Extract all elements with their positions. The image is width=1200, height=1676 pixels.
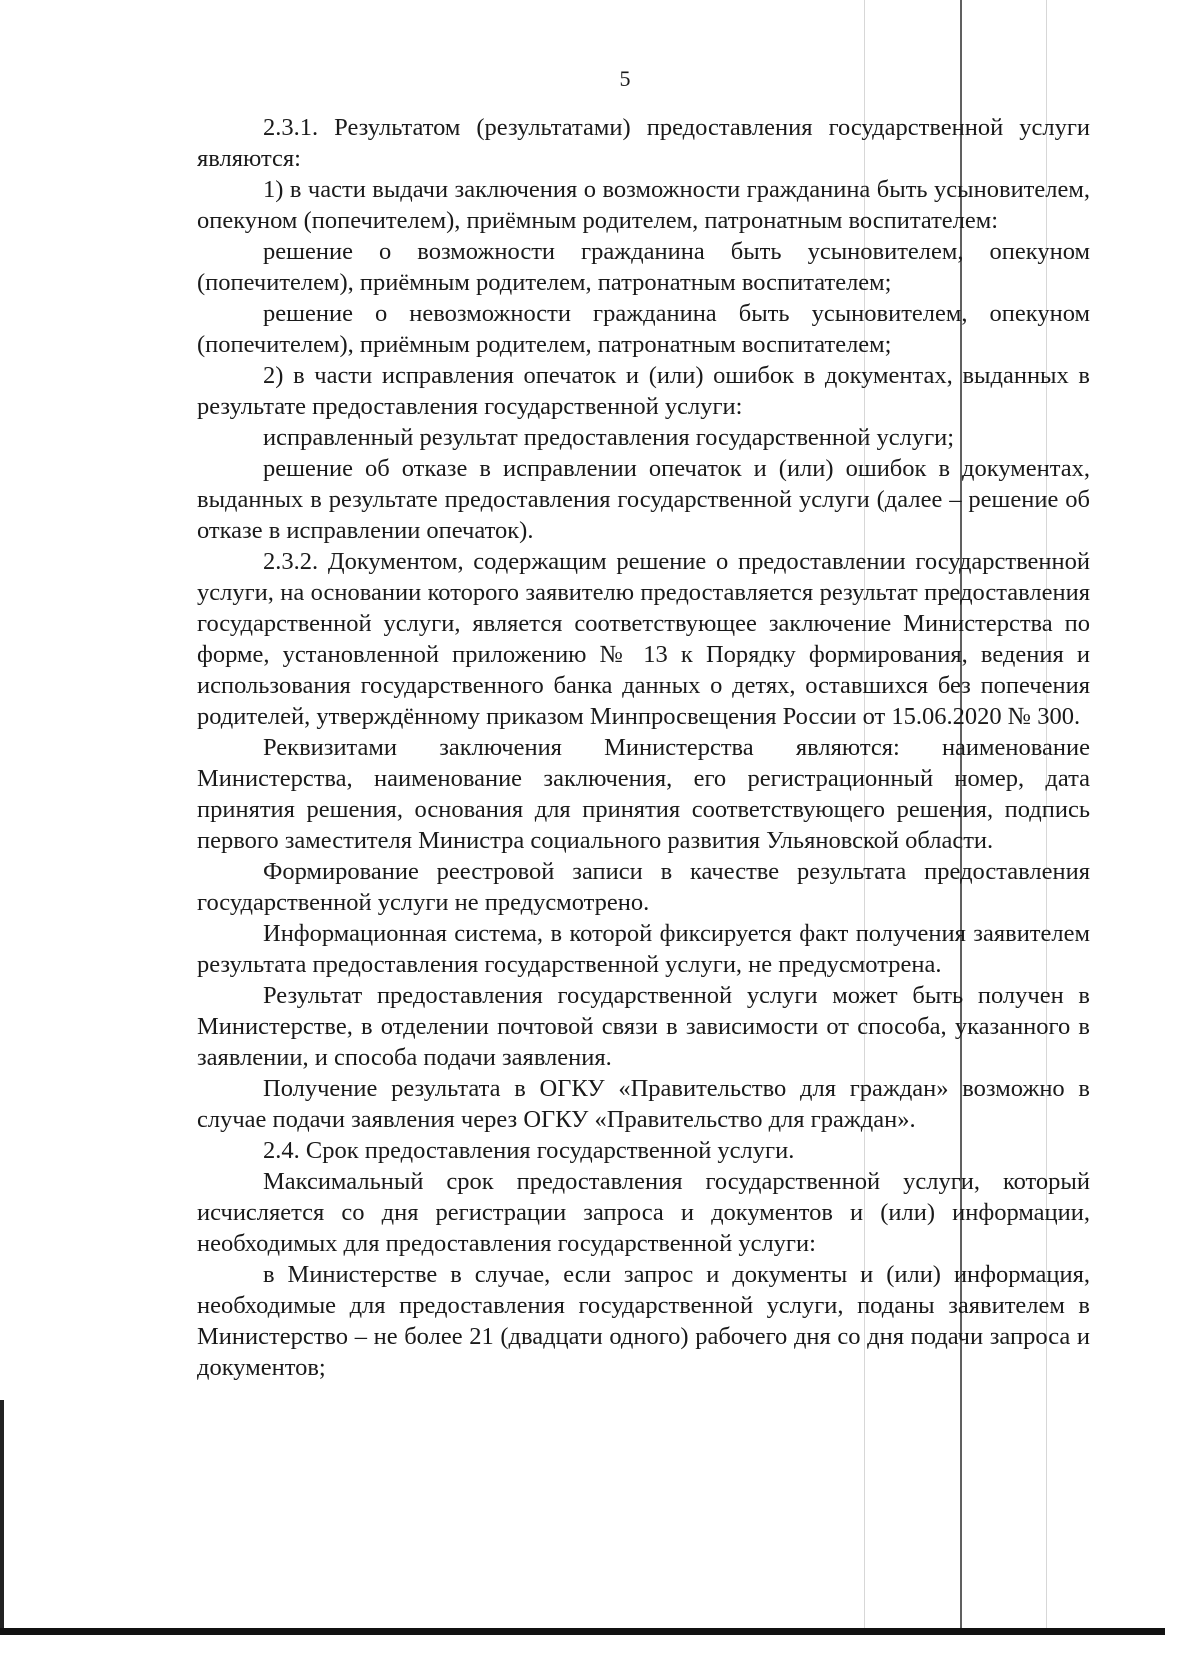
paragraph: решение об отказе в исправлении опечаток и (или) ошибок в документах, выданных в результате предоставления государственной услуги (далее – решение об отказе в исправлении опечаток).	[197, 455, 1090, 544]
paragraph: исправленный результат предоставления государственной услуги;	[263, 424, 955, 451]
paragraph: Формирование реестровой записи в качестве результата предоставления государственной услуги не предусмотрено.	[197, 858, 1090, 916]
paragraph: 2.3.1. Результатом (результатами) предоставления государственной услуги являются:	[197, 114, 1090, 172]
page-number: 5	[619, 66, 631, 91]
body-text	[197, 112, 1090, 1383]
paragraph: Результат предоставления государственной услуги может быть получен в Министерстве, в отделении почтовой связи в зависимости от способа, указанного в заявлении, и способа подачи заявления.	[197, 982, 1090, 1071]
paragraph: 2.3.2. Документом, содержащим решение о предоставлении государственной услуги, на основании которого заявителю предоставляется результат предоставления государственной услуги, является соответствующее заключение Министерства по форме, установленной приложению № 13 к Порядку формирования, ведения и использования государственного банка данных о детях, оставшихся без попечения родителей, утверждённому приказом Минпросвещения России от 15.06.2020 № 300.	[197, 548, 1090, 730]
paragraph: Информационная система, в которой фиксируется факт получения заявителем результата предоставления государственной услуги, не предусмотрена.	[197, 920, 1090, 978]
scan-edge-left	[0, 1400, 4, 1632]
paragraph: 2) в части исправления опечаток и (или) ошибок в документах, выданных в результате предоставления государственной услуги:	[197, 362, 1090, 420]
paragraph: 2.4. Срок предоставления государственной услуги.	[263, 1137, 795, 1164]
paragraph: Реквизитами заключения Министерства являются: наименование Министерства, наименование заключения, его регистрационный номер, дата принятия решения, основания для принятия соответствующего решения, подпись первого заместителя Министра социального развития Ульяновской области.	[197, 734, 1090, 854]
paragraph: решение о возможности гражданина быть усыновителем, опекуном (попечителем), приёмным родителем, патронатным воспитателем;	[197, 238, 1090, 296]
paragraph: Получение результата в ОГКУ «Правительство для граждан» возможно в случае подачи заявления через ОГКУ «Правительство для граждан».	[197, 1075, 1090, 1133]
paragraph: в Министерстве в случае, если запрос и документы и (или) информация, необходимые для предоставления государственной услуги, поданы заявителем в Министерство – не более 21 (двадцати одного) рабочего дня со дня подачи запроса и документов;	[197, 1261, 1090, 1381]
scan-edge-bottom	[0, 1628, 1165, 1635]
paragraph: 1) в части выдачи заключения о возможности гражданина быть усыновителем, опекуном (попечителем), приёмным родителем, патронатным воспитателем:	[197, 176, 1090, 234]
paragraph: Максимальный срок предоставления государственной услуги, который исчисляется со дня регистрации запроса и документов и (или) информации, необходимых для предоставления государственной услуги:	[197, 1168, 1090, 1257]
paragraph: решение о невозможности гражданина быть усыновителем, опекуном (попечителем), приёмным родителем, патронатным воспитателем;	[197, 300, 1090, 358]
